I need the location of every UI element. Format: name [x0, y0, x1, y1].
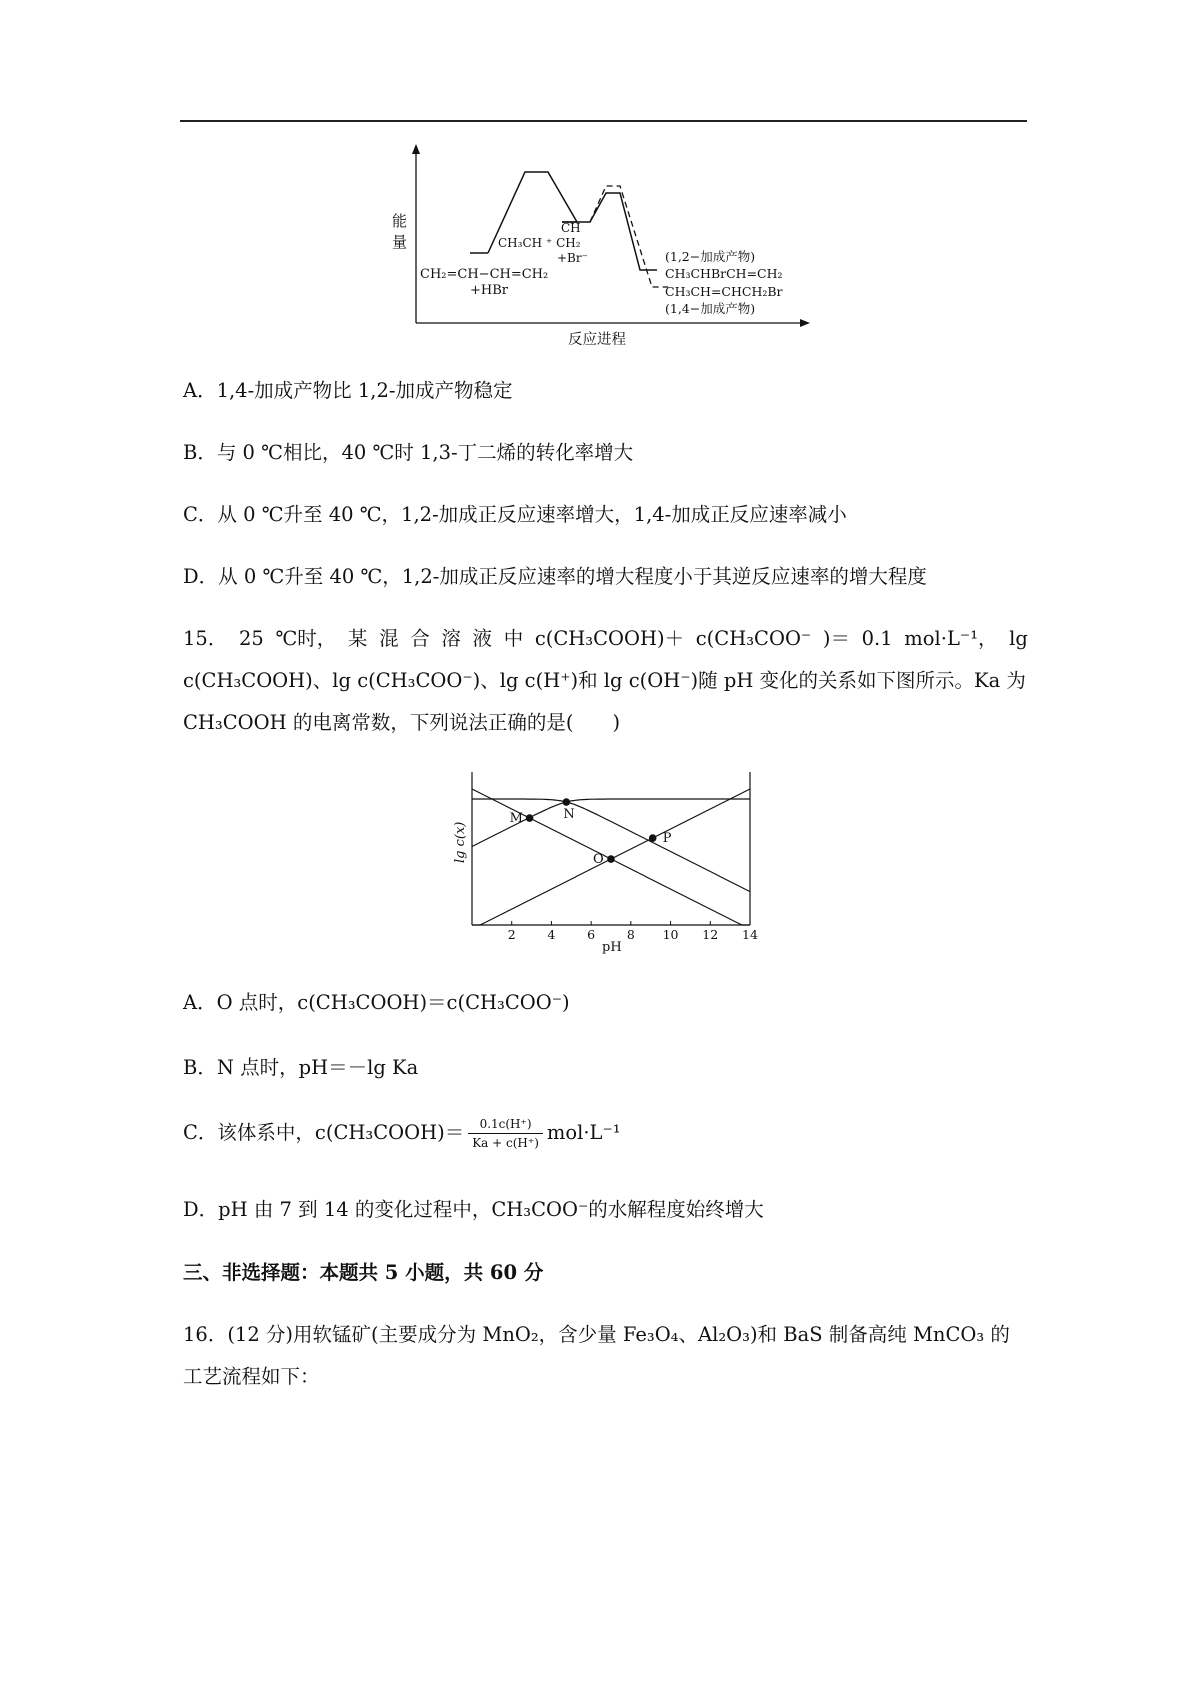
q15-option-c [183, 1112, 1028, 1154]
chart-y-axis-label: lg c(x) [453, 821, 468, 863]
q16-stem-line-2: 工艺流程如下： [183, 1365, 320, 1388]
q15-line1-token: 0.1 [861, 627, 893, 650]
q15-line1-token: mol·L⁻¹， [904, 627, 998, 650]
q14-option-d: D．从 0 ℃升至 40 ℃，1,2-加成正反应速率的增大程度小于其逆反应速率的增大程度 [183, 565, 927, 588]
point-label: P [662, 831, 672, 847]
q15-option-c-suffix: mol·L⁻¹ [546, 1121, 621, 1144]
q15-option-c-fraction [468, 1115, 543, 1152]
q15-line1-token: c(CH₃COO⁻ [695, 627, 812, 650]
fraction-numerator: 0.1c(H⁺) [468, 1115, 543, 1134]
x-tick-label: 6 [587, 927, 596, 942]
x-tick-label: 12 [702, 927, 719, 942]
y-axis-label-1: 能 [392, 212, 408, 230]
intermediate-bottom: +Br⁻ [557, 251, 588, 265]
q15-line1-token: 中 [503, 627, 524, 650]
q15-line1-token: c(CH₃COOH)＋ [534, 627, 685, 650]
reactant-2: +HBr [470, 283, 508, 298]
q15-line1-token: 溶 [441, 627, 461, 650]
product-12-label: (1,2−加成产物) [665, 249, 756, 264]
q16-stem-line-1: 16．(12 分)用软锰矿(主要成分为 MnO₂，含少量 Fe₃O₄、Al₂O₃)和 BaS 制备高纯 MnCO₃ 的 [183, 1323, 1010, 1346]
ph-chart [444, 765, 774, 955]
q15-line1-token: ℃时， [275, 627, 337, 650]
q15-stem-line-2: c(CH₃COOH)、lg c(CH₃COO⁻)、lg c(H⁺)和 lg c(OH⁻)随 pH 变化的关系如下图所示。Ka 为 [183, 669, 1026, 692]
q15-option-c-prefix: C．该体系中，c(CH₃COOH)＝ [183, 1121, 465, 1144]
intermediate-mid: CH₃CH ⁺ CH₂ [498, 236, 581, 250]
point-p [649, 834, 657, 842]
reactant-1: CH₂=CH−CH=CH₂ [420, 267, 549, 282]
q15-stem-line-1 [183, 624, 1028, 654]
x-tick-label: 8 [626, 927, 635, 942]
q15-stem-line-3: CH₃COOH 的电离常数，下列说法正确的是( ) [183, 711, 621, 734]
q15-line1-token: 25 [238, 627, 264, 650]
q14-option-a: A．1,4-加成产物比 1,2-加成产物稳定 [183, 379, 513, 402]
point-m [526, 814, 534, 822]
q15-option-d: D．pH 由 7 到 14 的变化过程中，CH₃COO⁻的水解程度始终增大 [183, 1198, 764, 1221]
chart-x-axis-label: pH [602, 940, 622, 955]
q15-line1-token: lg [1009, 627, 1028, 650]
x-tick-label: 14 [742, 927, 758, 942]
product-14-formula: CH₃CH=CHCH₂Br [665, 284, 783, 299]
x-tick-label: 2 [507, 927, 516, 942]
point-label: N [563, 807, 575, 823]
fraction-denominator: Ka + c(H⁺) [472, 1136, 539, 1150]
q14-option-c: C．从 0 ℃升至 40 ℃，1,2-加成正反应速率增大，1,4-加成正反应速率减小 [183, 503, 847, 526]
section-heading: 三、非选择题：本题共 5 小题，共 60 分 [183, 1261, 544, 1284]
q15-line1-token: 某 [347, 627, 368, 650]
q15-line1-token: )＝ [822, 627, 850, 650]
point-label: M [509, 811, 523, 827]
x-tick-label: 4 [547, 927, 556, 942]
point-label: O [593, 852, 604, 868]
header-rule [180, 120, 1027, 122]
intermediate-top: CH [561, 221, 581, 235]
q15-option-b: B．N 点时，pH＝－lg Ka [183, 1056, 419, 1079]
q14-option-b: B．与 0 ℃相比，40 ℃时 1,3-丁二烯的转化率增大 [183, 441, 634, 464]
q15-option-a: A．O 点时，c(CH₃COOH)＝c(CH₃COO⁻) [183, 991, 570, 1014]
q15-line1-token: 合 [410, 627, 430, 650]
energy-diagram [392, 140, 830, 355]
x-axis-label: 反应进程 [568, 332, 626, 348]
y-axis-label-2: 量 [392, 233, 408, 251]
x-tick-label: 10 [662, 927, 679, 942]
q15-line1-token: 15． [183, 627, 228, 650]
product-12-formula: CH₃CHBrCH=CH₂ [665, 266, 783, 281]
point-o [607, 855, 615, 863]
product-14-label: (1,4−加成产物) [665, 301, 756, 316]
point-n [563, 798, 571, 806]
q15-line1-token: 混 [379, 627, 399, 650]
q15-line1-token: 液 [472, 627, 493, 650]
